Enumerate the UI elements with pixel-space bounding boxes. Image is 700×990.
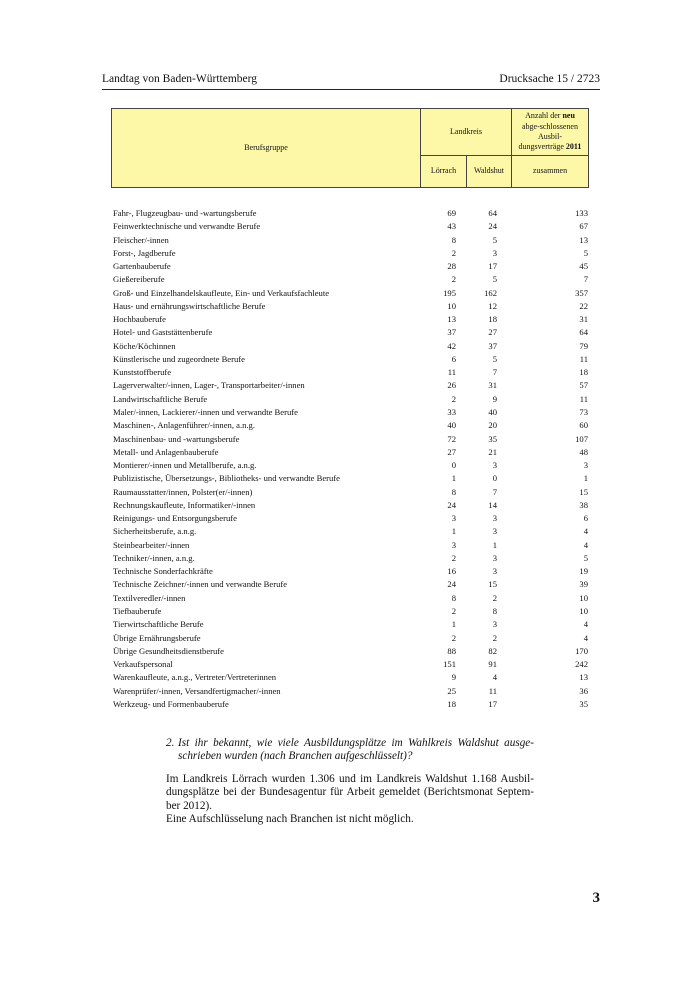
total-cell: 7	[583, 274, 588, 285]
occupation-cell: Haus- und ernährungswirtschaftliche Berufe	[113, 300, 266, 311]
occupation-cell: Werkzeug- und Formenbauberufe	[113, 698, 229, 709]
occupation-cell: Landwirtschaftliche Berufe	[113, 393, 208, 404]
occupation-cell: Sicherheitsberufe, a.n.g.	[113, 526, 197, 537]
table-row	[113, 460, 588, 473]
waldshut-cell: 2	[492, 592, 497, 603]
waldshut-cell: 82	[488, 645, 497, 656]
table-row	[113, 248, 588, 261]
table-row	[113, 513, 588, 526]
lorrach-cell: 28	[447, 261, 456, 272]
waldshut-cell: 15	[488, 579, 497, 590]
total-cell: 13	[579, 672, 588, 683]
total-cell: 10	[579, 605, 588, 616]
table-row	[113, 407, 588, 420]
lorrach-cell: 2	[451, 552, 456, 563]
total-cell: 36	[579, 685, 588, 696]
waldshut-cell: 21	[488, 446, 497, 457]
lorrach-cell: 0	[451, 460, 456, 471]
lorrach-cell: 24	[447, 499, 456, 510]
total-cell: 3	[583, 460, 588, 471]
table-body	[113, 208, 588, 712]
total-cell: 22	[579, 300, 588, 311]
waldshut-cell: 3	[492, 526, 497, 537]
answer-paragraph-1: Im Landkreis Lörrach wurden 1.306 und im Landkreis Waldshut 1.168 Ausbil-dungsplätze bei der Bundesagentur für Arbeit gemeldet (Berichtsmonat Septem-ber 2012).	[166, 773, 534, 812]
lorrach-cell: 2	[451, 274, 456, 285]
occupation-cell: Raumausstatter/innen, Polster(er/-innen)	[113, 486, 253, 497]
occupation-cell: Verkaufspersonal	[113, 659, 173, 670]
table-row	[113, 633, 588, 646]
lorrach-cell: 151	[443, 659, 456, 670]
lorrach-cell: 40	[447, 420, 456, 431]
occupation-cell: Hotel- und Gaststättenberufe	[113, 327, 213, 338]
occupation-cell: Tierwirtschaftliche Berufe	[113, 619, 204, 630]
table-row	[113, 487, 588, 500]
table-row	[113, 593, 588, 606]
question	[166, 737, 534, 764]
total-cell: 48	[579, 446, 588, 457]
table-row	[113, 500, 588, 513]
lorrach-cell: 10	[447, 300, 456, 311]
answer-paragraph-2: Eine Aufschlüsselung nach Branchen ist nicht möglich.	[166, 813, 414, 825]
waldshut-cell: 11	[488, 685, 497, 696]
lorrach-cell: 24	[447, 579, 456, 590]
header-left: Landtag von Baden-Württemberg	[102, 73, 257, 85]
table-row	[113, 699, 588, 712]
total-cell: 38	[579, 499, 588, 510]
occupation-cell: Tiefbauberufe	[113, 605, 162, 616]
total-cell: 57	[579, 380, 588, 391]
lorrach-cell: 3	[451, 513, 456, 524]
occupation-cell: Technische Sonderfachkräfte	[113, 566, 213, 577]
waldshut-cell: 5	[492, 353, 497, 364]
lorrach-cell: 9	[451, 672, 456, 683]
table-row	[113, 354, 588, 367]
table-row	[113, 672, 588, 685]
lorrach-cell: 6	[451, 353, 456, 364]
occupation-cell: Warenprüfer/-innen, Versandfertigmacher/-innen	[113, 685, 281, 696]
total-cell: 64	[579, 327, 588, 338]
total-cell: 5	[583, 552, 588, 563]
total-cell: 4	[583, 526, 588, 537]
lorrach-cell: 2	[451, 393, 456, 404]
lorrach-cell: 195	[443, 287, 456, 298]
table-row	[113, 646, 588, 659]
header-right: Drucksache 15 / 2723	[499, 73, 600, 85]
waldshut-cell: 7	[492, 367, 497, 378]
table-row	[113, 434, 588, 447]
table-row	[113, 367, 588, 380]
table-row	[113, 235, 588, 248]
table-header	[111, 108, 589, 188]
table-row	[113, 380, 588, 393]
lorrach-cell: 72	[447, 433, 456, 444]
total-cell: 242	[575, 659, 588, 670]
total-cell: 5	[583, 247, 588, 258]
occupation-cell: Montierer/-innen und Metallberufe, a.n.g.	[113, 460, 257, 471]
table-row	[113, 686, 588, 699]
table-row	[113, 540, 588, 553]
lorrach-cell: 16	[447, 566, 456, 577]
lorrach-cell: 8	[451, 592, 456, 603]
lorrach-cell: 3	[451, 539, 456, 550]
occupation-cell: Übrige Gesundheitsdienstberufe	[113, 645, 224, 656]
occupation-cell: Feinwerktechnische und verwandte Berufe	[113, 221, 261, 232]
lorrach-cell: 42	[447, 340, 456, 351]
lorrach-cell: 25	[447, 685, 456, 696]
table-row	[113, 208, 588, 221]
table-row	[113, 274, 588, 287]
occupation-cell: Lagerverwalter/-innen, Lager-, Transportarbeiter/-innen	[113, 380, 305, 391]
table-row	[113, 341, 588, 354]
waldshut-cell: 5	[492, 274, 497, 285]
total-cell: 15	[579, 486, 588, 497]
total-cell: 79	[579, 340, 588, 351]
lorrach-header: Lörrach	[420, 155, 467, 188]
waldshut-cell: 5	[492, 234, 497, 245]
total-cell: 60	[579, 420, 588, 431]
total-cell: 4	[583, 632, 588, 643]
occupation-cell: Übrige Ernährungsberufe	[113, 632, 201, 643]
occupation-cell: Kunststoffberufe	[113, 367, 172, 378]
total-cell: 1	[583, 473, 588, 484]
lorrach-cell: 37	[447, 327, 456, 338]
table-row	[113, 579, 588, 592]
total-cell: 170	[575, 645, 588, 656]
occupation-cell: Technische Zeichner/-innen und verwandte Berufe	[113, 579, 288, 590]
occupation-cell: Reinigungs- und Entsorgungsberufe	[113, 513, 237, 524]
occupation-cell: Steinbearbeiter/-innen	[113, 539, 190, 550]
lorrach-cell: 1	[451, 526, 456, 537]
occupation-cell: Maschinen-, Anlagenführer/-innen, a.n.g.	[113, 420, 255, 431]
table-row	[113, 526, 588, 539]
table-row	[113, 394, 588, 407]
occupation-cell: Hochbauberufe	[113, 314, 166, 325]
lorrach-cell: 33	[447, 406, 456, 417]
total-cell: 35	[579, 698, 588, 709]
waldshut-cell: 37	[488, 340, 497, 351]
total-cell: 39	[579, 579, 588, 590]
total-cell: 4	[583, 619, 588, 630]
lorrach-cell: 2	[451, 632, 456, 643]
table-row	[113, 261, 588, 274]
waldshut-header: Waldshut	[466, 155, 512, 188]
waldshut-cell: 4	[492, 672, 497, 683]
table-row	[113, 301, 588, 314]
waldshut-cell: 3	[492, 566, 497, 577]
page-header	[102, 73, 600, 90]
berufsgruppe-header: Berufsgruppe	[111, 108, 421, 188]
waldshut-cell: 17	[488, 698, 497, 709]
waldshut-cell: 7	[492, 486, 497, 497]
occupation-cell: Forst-, Jagdberufe	[113, 247, 176, 258]
lorrach-cell: 13	[447, 314, 456, 325]
total-cell: 67	[579, 221, 588, 232]
table-row	[113, 288, 588, 301]
waldshut-cell: 14	[488, 499, 497, 510]
occupation-cell: Gartenbauberufe	[113, 261, 171, 272]
lorrach-cell: 43	[447, 221, 456, 232]
occupation-cell: Textilveredler/-innen	[113, 592, 186, 603]
lorrach-cell: 26	[447, 380, 456, 391]
lorrach-cell: 2	[451, 605, 456, 616]
waldshut-cell: 18	[488, 314, 497, 325]
waldshut-cell: 12	[488, 300, 497, 311]
total-cell: 31	[579, 314, 588, 325]
waldshut-cell: 0	[492, 473, 497, 484]
total-cell: 357	[575, 287, 588, 298]
waldshut-cell: 64	[488, 208, 497, 218]
occupation-cell: Maschinenbau- und -wartungsberufe	[113, 433, 240, 444]
total-cell: 133	[575, 208, 588, 218]
waldshut-cell: 20	[488, 420, 497, 431]
total-cell: 19	[579, 566, 588, 577]
lorrach-cell: 88	[447, 645, 456, 656]
total-cell: 18	[579, 367, 588, 378]
zusammen-header: zusammen	[511, 155, 589, 188]
total-cell: 13	[579, 234, 588, 245]
total-cell: 73	[579, 406, 588, 417]
lorrach-cell: 1	[451, 473, 456, 484]
occupation-cell: Gießereiberufe	[113, 274, 165, 285]
total-cell: 10	[579, 592, 588, 603]
table-row	[113, 659, 588, 672]
table-row	[113, 314, 588, 327]
total-cell: 45	[579, 261, 588, 272]
waldshut-cell: 31	[488, 380, 497, 391]
waldshut-cell: 162	[484, 287, 497, 298]
table-row	[113, 566, 588, 579]
occupation-cell: Köche/Köchinnen	[113, 340, 176, 351]
waldshut-cell: 3	[492, 619, 497, 630]
waldshut-cell: 1	[492, 539, 497, 550]
table-row	[113, 221, 588, 234]
table-row	[113, 447, 588, 460]
lorrach-cell: 69	[447, 208, 456, 218]
waldshut-cell: 9	[492, 393, 497, 404]
total-cell: 11	[579, 393, 588, 404]
table-row	[113, 420, 588, 433]
occupation-cell: Fleischer/-innen	[113, 234, 169, 245]
waldshut-cell: 91	[488, 659, 497, 670]
table-row	[113, 606, 588, 619]
occupation-cell: Techniker/-innen, a.n.g.	[113, 552, 195, 563]
waldshut-cell: 17	[488, 261, 497, 272]
waldshut-cell: 8	[492, 605, 497, 616]
waldshut-cell: 2	[492, 632, 497, 643]
occupation-cell: Warenkaufleute, a.n.g., Vertreter/Vertreterinnen	[113, 672, 277, 683]
lorrach-cell: 1	[451, 619, 456, 630]
table-row	[113, 327, 588, 340]
table-row	[113, 619, 588, 632]
table-row	[113, 553, 588, 566]
occupation-cell: Rechnungskaufleute, Informatiker/-innen	[113, 499, 256, 510]
lorrach-cell: 18	[447, 698, 456, 709]
occupation-cell: Metall- und Anlagenbauberufe	[113, 446, 219, 457]
waldshut-cell: 3	[492, 247, 497, 258]
occupation-cell: Maler/-innen, Lackierer/-innen und verwandte Berufe	[113, 406, 298, 417]
lorrach-cell: 11	[447, 367, 456, 378]
total-cell: 11	[579, 353, 588, 364]
total-cell: 4	[583, 539, 588, 550]
count-header: Anzahl der neu abge-schlossenen Ausbil-dungsverträge 2011	[511, 108, 589, 156]
waldshut-cell: 35	[488, 433, 497, 444]
occupation-cell: Publizistische, Übersetzungs-, Bibliotheks- und verwandte Berufe	[113, 473, 340, 484]
lorrach-cell: 8	[451, 234, 456, 245]
occupation-cell: Künstlerische und zugeordnete Berufe	[113, 353, 245, 364]
question-number: 2.	[166, 737, 175, 749]
table-row	[113, 473, 588, 486]
lorrach-cell: 27	[447, 446, 456, 457]
waldshut-cell: 3	[492, 513, 497, 524]
waldshut-cell: 3	[492, 460, 497, 471]
lorrach-cell: 2	[451, 247, 456, 258]
landkreis-header: Landkreis	[420, 108, 512, 156]
total-cell: 6	[583, 513, 588, 524]
page-number: 3	[592, 890, 600, 906]
waldshut-cell: 27	[488, 327, 497, 338]
occupation-cell: Fahr-, Flugzeugbau- und -wartungsberufe	[113, 208, 257, 218]
lorrach-cell: 8	[451, 486, 456, 497]
waldshut-cell: 40	[488, 406, 497, 417]
question-text: Ist ihr bekannt, wie viele Ausbildungsplätze im Wahlkreis Waldshut ausge-schrieben wurden (nach Branchen aufgeschlüsselt)?	[178, 737, 534, 763]
total-cell: 107	[575, 433, 588, 444]
occupation-cell: Groß- und Einzelhandelskaufleute, Ein- und Verkaufsfachleute	[113, 287, 330, 298]
waldshut-cell: 3	[492, 552, 497, 563]
waldshut-cell: 24	[488, 221, 497, 232]
